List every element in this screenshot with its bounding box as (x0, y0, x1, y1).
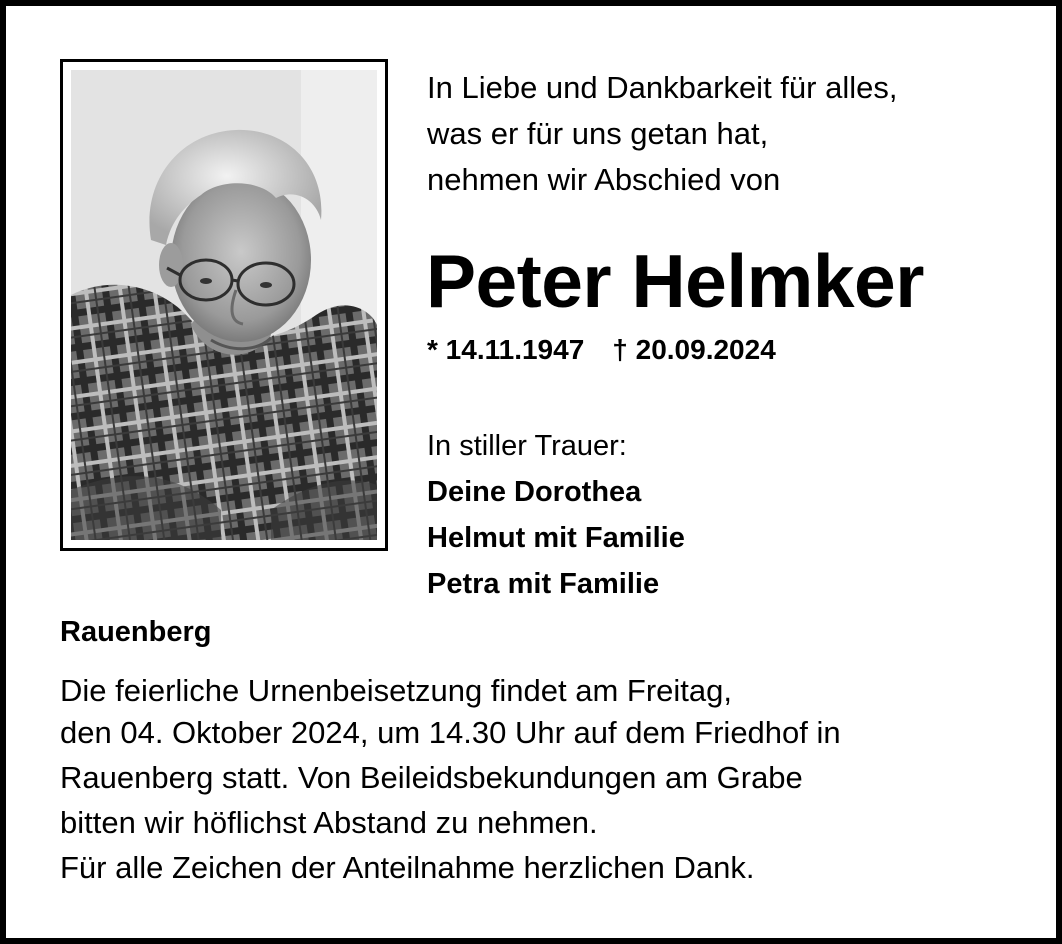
intro-line: nehmen wir Abschied von (427, 162, 781, 197)
funeral-text-line: bitten wir höflichst Abstand zu nehmen. (60, 805, 598, 840)
portrait-image (71, 70, 377, 540)
place-name: Rauenberg (60, 616, 212, 648)
mourner-name: Deine Dorothea (427, 476, 642, 508)
thanks-line: Für alle Zeichen der Anteilnahme herzlichen Dank. (60, 850, 755, 885)
mourners-heading: In stiller Trauer: (427, 430, 627, 462)
intro-line: was er für uns getan hat, (427, 116, 769, 151)
funeral-text-line: den 04. Oktober 2024, um 14.30 Uhr auf dem Friedhof in (60, 715, 841, 750)
mourner-name: Helmut mit Familie (427, 522, 685, 554)
funeral-text-line: Rauenberg statt. Von Beileidsbekundungen am Grabe (60, 760, 803, 795)
birth-date: * 14.11.1947 (427, 334, 585, 365)
portrait-frame (60, 59, 388, 551)
funeral-text-line: Die feierliche Urnenbeisetzung findet am Freitag, (60, 673, 733, 708)
life-dates (427, 332, 776, 368)
intro-line: In Liebe und Dankbarkeit für alles, (427, 70, 898, 105)
portrait-photo (71, 70, 377, 540)
deceased-name: Peter Helmker (426, 239, 924, 323)
mourner-name: Petra mit Familie (427, 568, 660, 600)
death-date: † 20.09.2024 (612, 334, 776, 365)
